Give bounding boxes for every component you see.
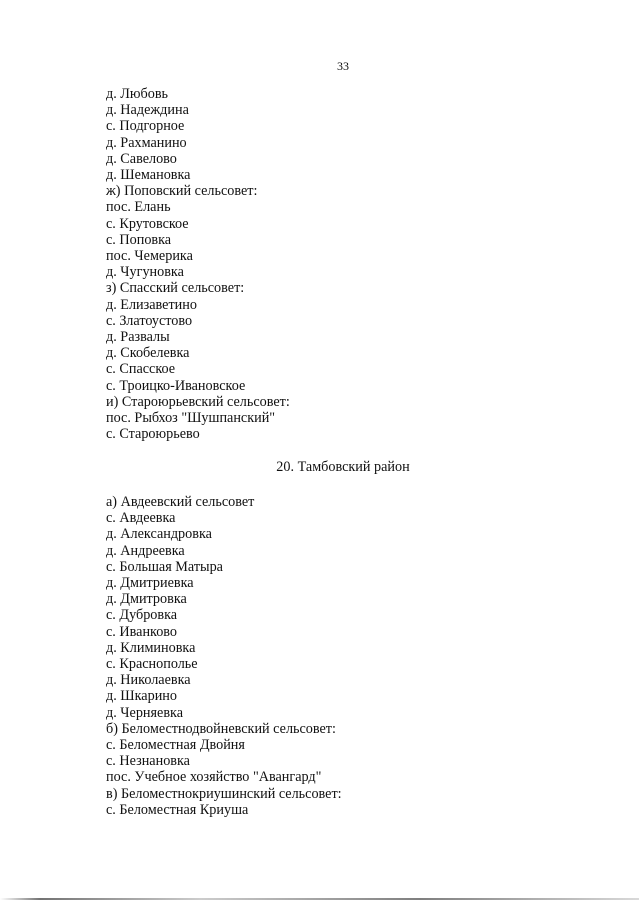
list-line: а) Авдеевский сельсовет [106, 494, 255, 510]
page-number: 33 [337, 59, 349, 73]
list-line: с. Троицко-Ивановское [106, 377, 246, 394]
list-line: с. Большая Матыра [106, 558, 223, 575]
list-line: д. Любовь [106, 86, 169, 102]
list-line: д. Шкарино [106, 688, 177, 705]
list-line: д. Климиновка [106, 639, 196, 656]
section-heading: 20. Тамбовский район [276, 459, 410, 475]
list-line: пос. Елань [106, 199, 171, 216]
list-line: с. Авдеевка [106, 510, 176, 527]
settlement-list-tambov [106, 494, 342, 818]
list-line: б) Беломестнодвойневский сельсовет: [106, 720, 336, 737]
list-line: с. Краснополье [106, 656, 198, 673]
list-line: пос. Рыбхоз "Шушпанский" [106, 410, 276, 427]
list-line: д. Надеждина [106, 102, 189, 119]
list-line: с. Иванково [106, 623, 177, 640]
list-line: д. Александровка [106, 526, 212, 543]
list-line: д. Развалы [106, 329, 170, 346]
list-line: с. Спасское [106, 361, 176, 378]
list-line: пос. Учебное хозяйство "Авангард" [106, 769, 322, 786]
list-line: д. Шемановка [106, 167, 191, 184]
list-line: с. Подгорное [106, 118, 185, 135]
list-line: с. Поповка [106, 231, 172, 248]
list-line: с. Незнановка [106, 753, 190, 770]
list-line: д. Дмитриевка [106, 575, 194, 592]
list-line: д. Рахманино [106, 134, 187, 151]
list-line: д. Черняевка [106, 704, 184, 721]
list-line: з) Спасский сельсовет: [106, 280, 245, 297]
list-line: с. Староюрьево [106, 426, 200, 443]
list-line: с. Беломестная Криуша [106, 801, 249, 818]
list-line: с. Дубровка [106, 607, 178, 624]
list-line: д. Андреевка [106, 542, 185, 559]
list-line: д. Скобелевка [106, 345, 190, 362]
settlement-list-continued [106, 86, 290, 442]
list-line: д. Елизаветино [106, 296, 197, 313]
list-line: с. Крутовское [106, 215, 189, 232]
list-line: и) Староюрьевский сельсовет: [106, 393, 290, 410]
list-line: д. Чугуновка [106, 264, 184, 281]
list-line: с. Беломестная Двойня [106, 737, 245, 754]
list-line: с. Златоустово [106, 312, 193, 329]
list-line: д. Дмитровка [106, 591, 187, 608]
list-line: д. Савелово [106, 150, 177, 167]
list-line: ж) Поповский сельсовет: [106, 183, 258, 200]
list-line: пос. Чемерика [106, 248, 193, 265]
list-line: д. Николаевка [106, 672, 191, 689]
scan-edge-line [0, 898, 639, 900]
list-line: в) Беломестнокриушинский сельсовет: [106, 785, 342, 802]
